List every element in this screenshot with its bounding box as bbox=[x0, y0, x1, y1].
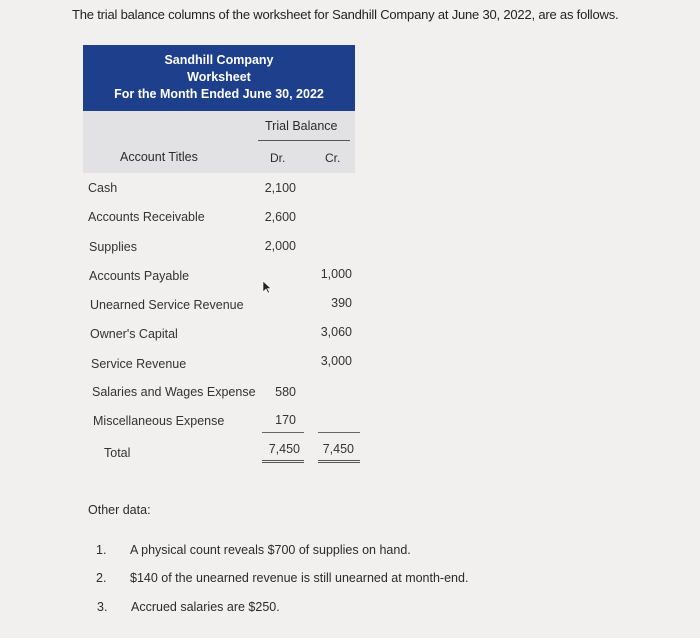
account-titles-heading: Account Titles bbox=[120, 150, 198, 164]
debit-amount: 2,000 bbox=[264, 239, 296, 253]
account-name: Miscellaneous Expense bbox=[93, 414, 225, 428]
debit-amount: 170 bbox=[275, 413, 296, 427]
account-name: Salaries and Wages Expense bbox=[92, 385, 256, 399]
account-name: Accounts Receivable bbox=[88, 210, 205, 224]
credit-double-rule bbox=[318, 460, 360, 463]
worksheet-header bbox=[83, 45, 355, 111]
item-number: 3. bbox=[97, 600, 108, 614]
debit-amount: 2,100 bbox=[264, 181, 296, 195]
other-data-heading: Other data: bbox=[88, 503, 151, 517]
debit-total: 7,450 bbox=[268, 442, 300, 456]
account-name: Supplies bbox=[89, 240, 137, 254]
trial-balance-heading: Trial Balance bbox=[265, 119, 338, 133]
item-text: Accrued salaries are $250. bbox=[131, 600, 280, 614]
debit-sum-rule bbox=[262, 432, 304, 433]
total-label: Total bbox=[104, 446, 131, 460]
credit-amount: 3,000 bbox=[320, 354, 352, 368]
item-text: $140 of the unearned revenue is still unearned at month-end. bbox=[130, 571, 469, 585]
worksheet-period: For the Month Ended June 30, 2022 bbox=[114, 87, 324, 101]
credit-heading: Cr. bbox=[325, 151, 341, 165]
mouse-pointer-icon bbox=[262, 280, 272, 294]
item-number: 1. bbox=[96, 543, 107, 557]
intro-text: The trial balance columns of the worksheet for Sandhill Company at June 30, 2022, are as follows. bbox=[72, 7, 619, 22]
debit-double-rule bbox=[262, 460, 304, 463]
credit-sum-rule bbox=[318, 432, 360, 433]
item-text: A physical count reveals $700 of supplies on hand. bbox=[130, 543, 411, 557]
item-number: 2. bbox=[96, 571, 107, 585]
trial-balance-underline bbox=[258, 140, 350, 141]
credit-amount: 3,060 bbox=[320, 325, 352, 339]
debit-amount: 2,600 bbox=[264, 210, 296, 224]
account-name: Service Revenue bbox=[91, 357, 187, 371]
debit-amount: 580 bbox=[275, 385, 296, 399]
company-name: Sandhill Company bbox=[164, 53, 274, 67]
account-name: Unearned Service Revenue bbox=[90, 298, 244, 312]
debit-heading: Dr. bbox=[270, 151, 286, 165]
credit-amount: 1,000 bbox=[320, 267, 352, 281]
worksheet-title: Worksheet bbox=[187, 70, 251, 84]
account-name: Accounts Payable bbox=[89, 269, 190, 283]
credit-amount: 390 bbox=[331, 296, 352, 310]
credit-total: 7,450 bbox=[322, 442, 354, 456]
account-name: Owner's Capital bbox=[90, 327, 178, 341]
account-name: Cash bbox=[88, 181, 118, 195]
